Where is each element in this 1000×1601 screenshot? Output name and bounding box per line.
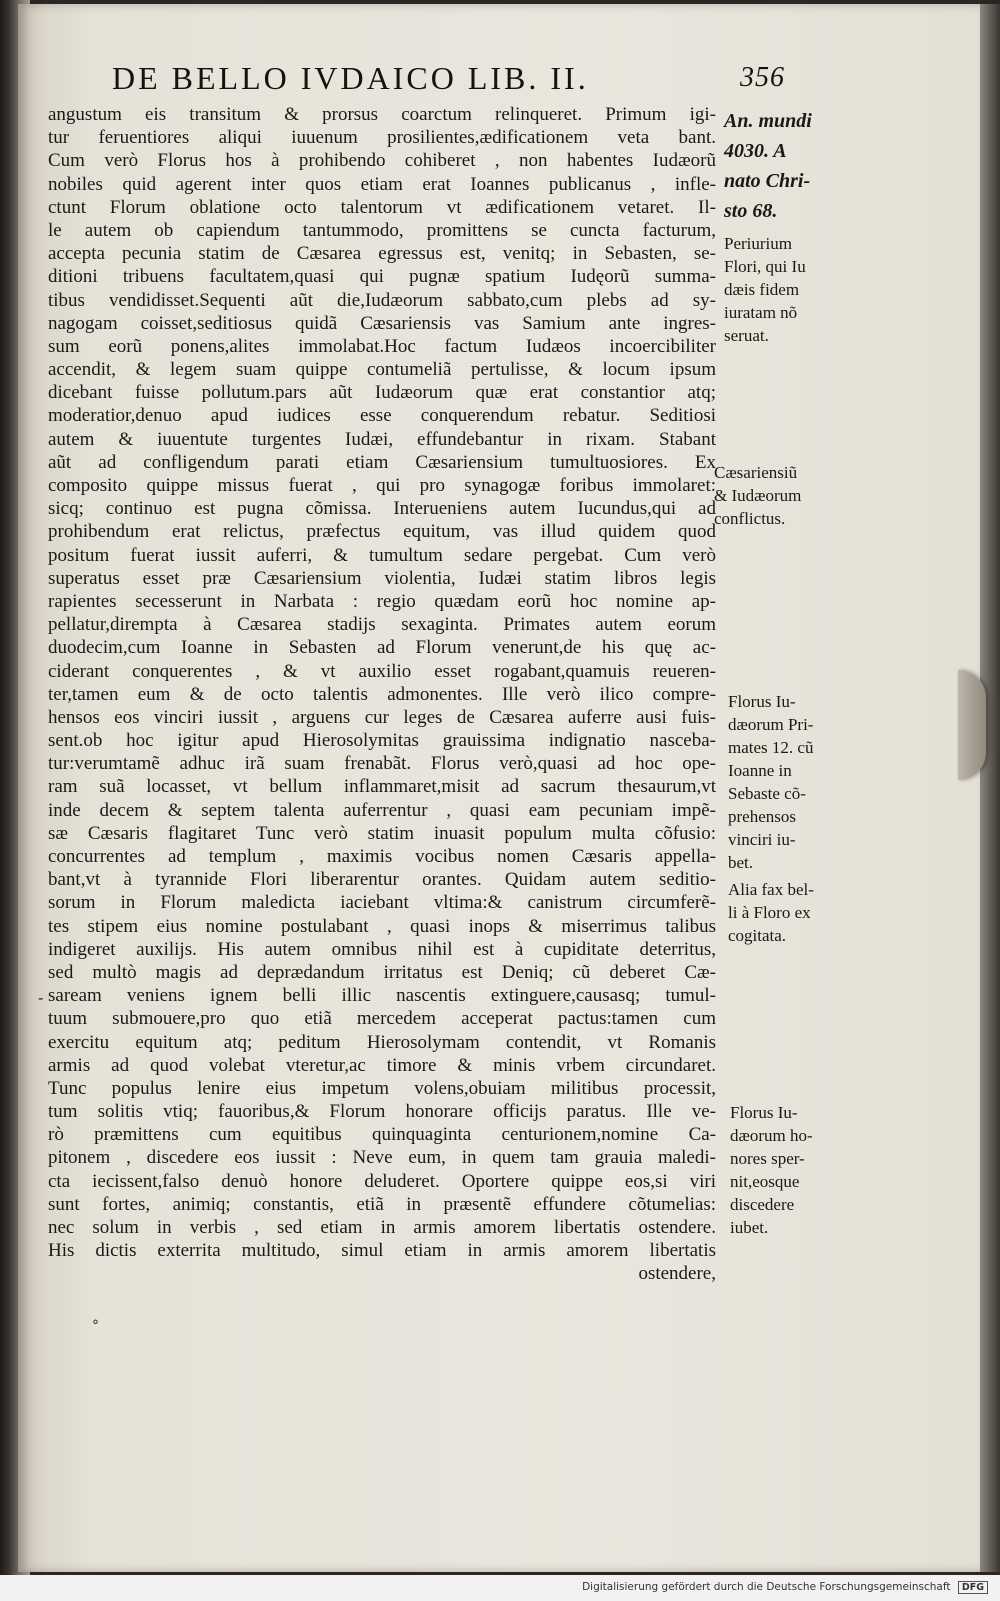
digitization-footer [0, 1575, 1000, 1601]
body-text-line: angustum eis transitum & prorsus coarctum relinqueret. Primum igi- [48, 104, 716, 125]
body-text-line: tur feruentiores aliqui iuuenum prosilientes,ædificationem veta bant. [48, 127, 716, 149]
marginal-note-primates [728, 690, 853, 874]
paper-speck: ° [92, 1318, 99, 1334]
body-text-line: aũt ad confligendum parati etiam Cæsariensium tumultuosiores. Ex [48, 451, 716, 473]
marginal-line: seruat. [724, 326, 769, 345]
body-text-line: nobiles quid agerent inter quos etiam erat Ioannes publicanus , infle- [48, 173, 716, 195]
body-text-line: prohibendum erat relictus, præfectus equitum, vas illud quidem quod [48, 521, 716, 543]
body-text-line: composito quippe missus fuerat , qui pro synagogæ foribus immolaret: [48, 475, 716, 496]
marginal-line: Periurium [724, 234, 792, 253]
body-text-line: His dictis exterrita multitudo, simul etiam in armis amorem libertatis [48, 1240, 716, 1262]
body-text-line: hensos eos vinciri iussit , arguens cur leges de Cæsarea auferre ausi fuis- [48, 706, 716, 728]
body-text-line: sunt fortes, animiq; constantis, etiã in præsentẽ effundere cõtumelias: [48, 1193, 716, 1215]
dfg-logo: DFG [958, 1581, 988, 1594]
marginal-line: prehensos [728, 807, 796, 826]
body-text-line: armis ad quod volebat vteretur,ac timore & minis vrbem circundaret. [48, 1054, 716, 1076]
marginal-line: dæorum ho- [730, 1126, 813, 1145]
footer-credit [582, 1581, 988, 1594]
body-text-line: dicebant fuisse pollutum.pars aũt Iudæorum quæ erat constantior atq; [48, 382, 716, 404]
body-text-line: tum solitis vtiq; fauoribus,& Florum honorare officijs paratus. Ille ve- [48, 1101, 716, 1123]
marginal-line: conflictus. [714, 509, 786, 528]
marginal-line: nores sper- [730, 1149, 805, 1168]
marginal-line: Florus Iu- [730, 1103, 798, 1122]
marginal-line: iubet. [730, 1218, 769, 1237]
body-text-line: sicq; continuo est pugna cõmissa. Interueniens autem Iucundus,qui ad [48, 498, 716, 520]
marginal-line: Florus Iu- [728, 692, 796, 711]
folio-number: 356 [740, 62, 785, 93]
body-text-line: bant,vt à tyrannide Flori liberarentur orantes. Quidam autem seditio- [48, 869, 716, 891]
body-text-line: rapientes secesserunt in Narbata : regio quædam eorũ hoc nomine ap- [48, 590, 716, 612]
marginal-line: Alia fax bel- [728, 880, 814, 899]
marginal-line: cogitata. [728, 926, 787, 945]
body-text-line: sent.ob hoc igitur apud Hierosolymitas grauissima indignatio nasceba- [48, 730, 716, 752]
marginal-line: dæis fidem [724, 280, 800, 299]
footer-credit-text: Digitalisierung gefördert durch die Deutsche Forschungsgemeinschaft [582, 1581, 951, 1593]
body-text-line: sæ Cæsaris flagitaret Tunc verò statim inuasit populum multa cõfusio: [48, 822, 716, 844]
body-text-line: tuum submouere,pro quo etiã mercedem acceperat pactus:tamen cum [48, 1008, 716, 1030]
body-text-line: superatus esset præ Cæsariensium violentia, Iudæi statim libros legis [48, 567, 716, 589]
marginal-line: An. mundi [724, 110, 812, 132]
marginal-note-periurium [724, 232, 849, 347]
marginal-line: & Iudæorum [714, 486, 802, 505]
marginal-line: nit,eosque [730, 1172, 800, 1191]
marginal-line: dæorum Pri- [728, 715, 814, 734]
body-text-line: accendit, & legem suam quippe contumeliã pertulisse, & locum ipsum [48, 359, 716, 381]
body-text-line: indigeret auxilijs. His autem omnibus nihil est à cupiditate deterritus, [48, 938, 716, 960]
body-text-line: pitonem , discedere eos iussit : Neve eum, in quem tam grauia maledi- [48, 1147, 716, 1169]
body-text-line: duodecim,cum Ioanne in Sebasten ad Florum venerunt,de his quę ac- [48, 637, 716, 659]
body-text-line: ter,tamen eum & de octo talentis admonentes. Ille verò ilico compre- [48, 683, 716, 705]
body-text-line: positum fuerat iussit auferri, & tumultum sedare pergebat. Cum verò [48, 544, 716, 566]
marginal-line: nato Chri- [724, 170, 811, 192]
marginal-line: Ioanne in [728, 761, 792, 780]
body-text-line: nec solum in verbis , sed etiam in armis amorem libertatis ostendere. [48, 1217, 716, 1238]
body-text-line: autem & iuuentute turgentes Iudæi, effundebantur in rixam. Stabant [48, 428, 716, 450]
body-text-line: exercitu equitum atq; peditum Hierosolymam contendit, vt Romanis [48, 1031, 716, 1053]
body-text-line: Tunc populus lenire eius impetum volens,obuiam militibus processit, [48, 1077, 716, 1099]
body-text-column [48, 103, 716, 1286]
body-text-line: tur:verumtamẽ adhuc irã suam frenabãt. Florus verò,quasi ad hoc ope- [48, 753, 716, 775]
marginal-line: sto 68. [724, 200, 778, 222]
body-text-line: saream veniens ignem belli illic nascentis extinguere,causasq; tumul- [48, 985, 716, 1007]
body-text-line: le autem ob capiendum tantummodo, promittens se cuncta facturum, [48, 219, 716, 241]
marginal-line: Sebaste cõ- [728, 784, 806, 803]
body-text-line: accepta pecunia statim de Cæsarea egressus est, venitq; in Sebasten, se- [48, 243, 716, 265]
page-clip [958, 670, 986, 780]
body-text-line: rò præmittens cum equitibus quinquaginta centurionem,nomine Ca- [48, 1124, 716, 1146]
body-text-line: ram suã locasset, vt bellum inflammaret,misit ad sacrum thesaurum,vt [48, 776, 716, 798]
body-text-line: pellatur,dirempta à Cæsarea stadijs sexaginta. Primates autem eorum [48, 614, 716, 636]
marginal-line: bet. [728, 853, 754, 872]
body-text-line: cta iecissent,falso denuò honore deluderet. Oportere quippe eos,si viri [48, 1170, 716, 1192]
margin-dash-mark: - [38, 988, 44, 1007]
body-text-line: inde decem & septem talenta auferrentur , quasi eam pecuniam impẽ- [48, 799, 716, 821]
marginal-line: 4030. A [724, 140, 787, 162]
body-text-line: sum eorũ ponens,alites immolabat.Hoc factum Iudæos incoercibiliter [48, 335, 716, 357]
running-head-title: DE BELLO IVDAICO LIB. II. [112, 60, 589, 96]
body-text-line: sorum in Florum maledicta iaciebant vltima:& canistrum circumferẽ- [48, 892, 716, 914]
page-edge [980, 4, 1000, 1572]
marginal-line: discedere [730, 1195, 795, 1214]
body-text-line: tes stipem eius nomine postulabant , quasi inops & miserrimus talibus [48, 915, 716, 937]
body-text-line: nagogam coisset,seditiosus quidã Cæsariensis vas Samium ante ingres- [48, 312, 716, 334]
body-text-line: ctunt Florum oblatione octo talentorum vt ædificationem vetaret. Il- [48, 196, 716, 218]
marginal-line: vinciri iu- [728, 830, 796, 849]
body-text-line: tibus vendidisset.Sequenti aũt die,Iudæorum sabbato,cum plebs ad sy- [48, 289, 716, 311]
marginal-line: mates 12. cũ [728, 738, 814, 757]
marginal-line: li à Floro ex [728, 903, 811, 922]
marginal-note-honores [730, 1101, 855, 1239]
marginal-note-year [724, 106, 849, 226]
body-text-line: ostendere, [638, 1263, 716, 1285]
marginal-line: Flori, qui Iu [724, 257, 806, 276]
body-text-line: ditioni tribuens facultatem,quasi qui pugnæ spatium Iudęorũ summa- [48, 266, 716, 288]
body-text-line: sed multò magis ad deprædandum irritatus est Deniq; cũ deberet Cæ- [48, 961, 716, 983]
marginal-note-conflictus [714, 461, 839, 530]
running-head [112, 60, 785, 97]
body-text-line: concurrentes ad templum , maximis vocibus nomen Cæsaris appella- [48, 846, 716, 867]
marginal-note-alia-fax [728, 878, 853, 947]
body-text-line: moderatior,denuo apud iudices esse conquerendum rebatur. Seditiosi [48, 405, 716, 427]
body-text-line: ciderant conquerentes , & vt auxilio esset rogabant,quamuis reueren- [48, 660, 716, 682]
marginal-line: iuratam nõ [724, 303, 798, 322]
marginal-line: Cæsariensiũ [714, 463, 798, 482]
body-text-line: Cum verò Florus hos à prohibendo cohiberet , non habentes Iudæorũ [48, 150, 716, 172]
